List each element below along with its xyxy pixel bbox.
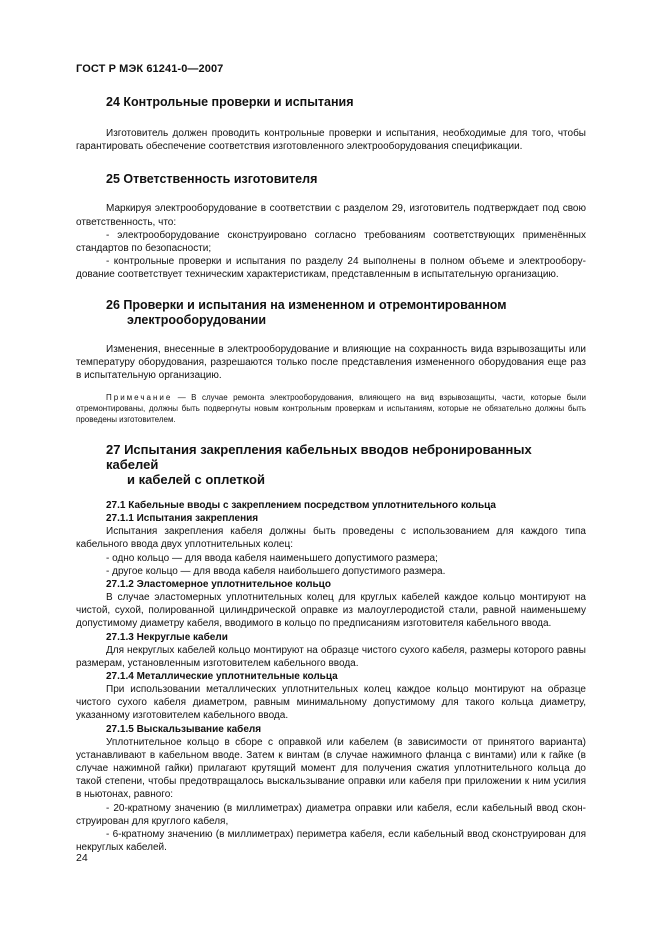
subsection-27-1-5-heading: 27.1.5 Выскальзывание кабеля: [106, 723, 262, 735]
subsection-27-1-1-item: - одно кольцо — для ввода кабеля наименьшего допустимого размера;: [106, 552, 438, 564]
section-25-list-item: - электрооборудование сконструировано согласно требованиям соответствующих применённых стандартов по безопасности;: [76, 229, 586, 255]
subsection-27-1-2-heading: 27.1.2 Эластомерное уплотнительное кольцо: [106, 579, 331, 591]
section-26-heading: [76, 298, 586, 328]
section-25-heading: 25 Ответственность изготовителя: [106, 172, 318, 187]
subsection-27-1-4-heading: 27.1.4 Металлические уплотнительные кольца: [106, 671, 338, 683]
subsection-27-1-1-item: - другое кольцо — для ввода кабеля наибольшего допустимого размера.: [106, 565, 446, 577]
section-26-heading-line2: электрооборудовании: [127, 312, 267, 327]
subsection-27-1-1-heading: 27.1.1 Испытания закрепления: [106, 513, 259, 525]
document-code: ГОСТ Р МЭК 61241-0—2007: [76, 63, 224, 75]
section-24-heading: 24 Контрольные проверки и испытания: [106, 95, 354, 109]
subsection-27-1-3-paragraph: Для некруглых кабелей кольцо монтируют на образце чистого сухого кабеля, размеры которого равны размерам, установленным изготовителем кабельного ввода.: [76, 644, 586, 669]
section-24-paragraph: Изготовитель должен проводить контрольные проверки и испытания, необходимые для того, чтобы гарантировать обеспечение соответствия изготовленного электрооборудования спецификации.: [76, 128, 586, 153]
page-number: 24: [76, 852, 88, 864]
section-26-heading-line1: 26 Проверки и испытания на измененном и отремонтированном: [106, 297, 507, 312]
section-25-list-item: - контрольные проверки и испытания по разделу 24 выполнены в полном объеме и электрооборудование соответствует техническим характеристикам, представленным в испытательную организацию.: [76, 256, 586, 281]
page-content: [76, 86, 586, 855]
section-27-heading: [76, 442, 586, 487]
note-text: — В случае ремонта электрооборудования, влияющего на вид взрывозащиты, части, которые были отремонтированы, должны быть подвергнуты новым контрольным проверкам и испытаниям, которые не обязательно должны быть проведены изготовителем.: [76, 393, 586, 425]
subsection-27-1-5-paragraph: Уплотнительное кольцо в сборе с оправкой или кабелем (в зависимости от принятого варианта) устанавливают в кабельном вводе. Затем к винтам (в случае нажимного фланца с винтами) или к гайке (в случае нажимной гайки) прилагают крутящий момент для получения сжатия уплотнительного кольца до такой степени, чтобы предотвращалось выскальзывание оправки или кабеля при приложении к ним усилия в ньютонах, равного:: [76, 736, 586, 801]
subsection-27-1-1-paragraph: Испытания закрепления кабеля должны быть проведены с использованием для каждого типа кабельного ввода двух уплотнительных колец:: [76, 526, 586, 551]
section-26-paragraph: Изменения, внесенные в электрооборудование и влияющие на сохранность вида взрывозащиты или температуру оборудования, разрешаются только после представления измененного оборудования еще раз в испытательную организацию.: [76, 343, 586, 382]
section-27-heading-line2: и кабелей с оплеткой: [127, 472, 265, 488]
section-27-heading-line1: 27 Испытания закрепления кабельных вводов небронированных кабелей: [106, 442, 532, 473]
subsection-27-1-4-paragraph: При использовании металлических уплотнительных колец каждое кольцо монтируют на образце чистого сухого кабеля диаметром, равным минимальному допустимому для такого кольца диаметру, указанному изготовителем кабельного ввода.: [76, 684, 586, 722]
subsection-27-1-3-heading: 27.1.3 Некруглые кабели: [106, 631, 228, 643]
subsection-27-1-5-item: - 6-кратному значению (в миллиметрах) периметра кабеля, если кабельный ввод сконструирован для некруглых кабелей.: [76, 829, 586, 854]
section-25-paragraph: Маркируя электрооборудование в соответствии с разделом 29, изготовитель подтверждает под свою ответственность, что:: [76, 203, 586, 228]
subsection-27-1-heading: 27.1 Кабельные вводы с закреплением посредством уплотнительного кольца: [106, 500, 496, 512]
subsection-27-1-5-item: - 20-кратному значению (в миллиметрах) диаметра оправки или кабеля, если кабельный ввод сконструирован для круглого кабеля,: [76, 802, 586, 827]
section-26-note: [76, 392, 586, 425]
note-label: Примечание: [106, 393, 173, 403]
subsection-27-1-2-paragraph: В случае эластомерных уплотнительных колец для круглых кабелей каждое кольцо монтируют на чистой, сухой, полированной цилиндрической оправке из малоуглеродистой стали, равной наименьшему допустимому диаметру кабеля, вводимого в кольцо по предписаниям изготовителя кабельного ввода.: [76, 592, 586, 630]
